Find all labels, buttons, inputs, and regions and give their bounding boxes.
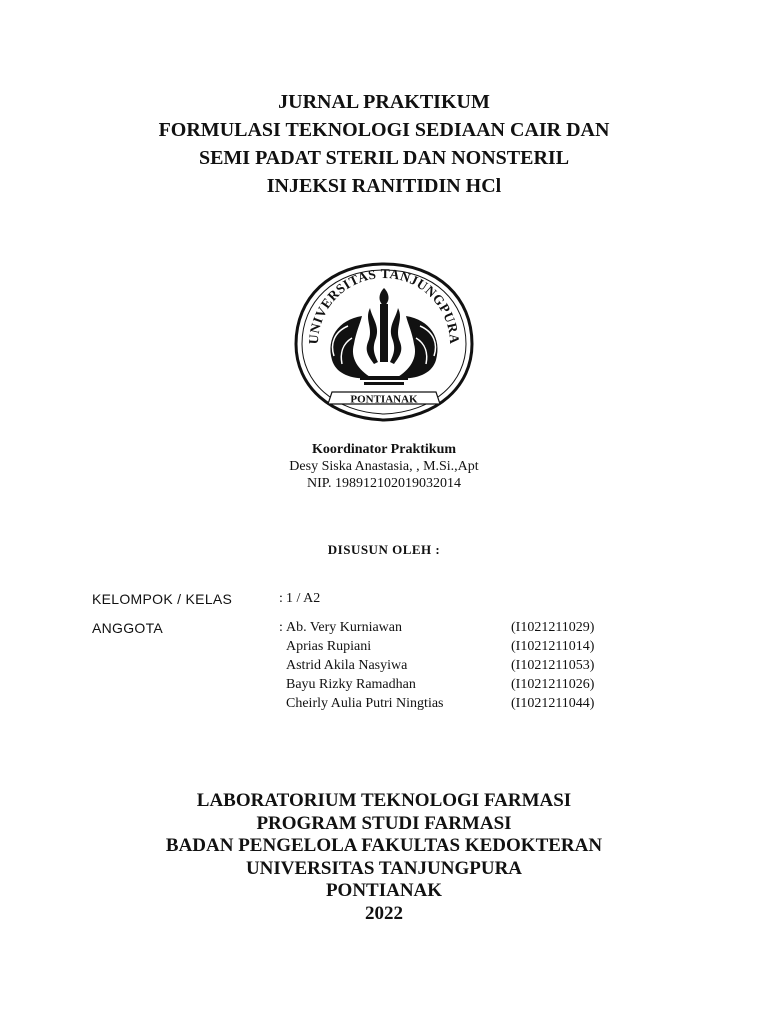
coordinator-block [0, 441, 768, 492]
group-colon: : [279, 591, 283, 606]
footer-line: PROGRAM STUDI FARMASI [256, 812, 512, 834]
member-nim: (I1021211053) [511, 658, 595, 673]
document-title [0, 88, 768, 200]
institution-footer [0, 790, 768, 925]
coordinator-name: Desy Siska Anastasia, , M.Si.,Apt [289, 459, 479, 474]
members-colon: : [279, 620, 283, 635]
footer-line: BADAN PENGELOLA FAKULTAS KEDOKTERAN [165, 835, 603, 856]
member-nim: (I1021211029) [511, 620, 595, 635]
group-value: 1 / A2 [286, 591, 321, 606]
title-line: SEMI PADAT STERIL DAN NONSTERIL [198, 147, 570, 169]
member-name: Bayu Rizky Ramadhan [286, 677, 416, 692]
seal-ring-text: UNIVERSITAS TANJUNGPURA [305, 265, 463, 345]
member-name: Aprias Rupiani [286, 639, 372, 654]
seal-banner-text: PONTIANAK [350, 393, 418, 406]
coordinator-heading: Koordinator Praktikum [311, 442, 457, 457]
footer-line: 2022 [365, 902, 403, 924]
title-line: INJEKSI RANITIDIN HCl [266, 175, 502, 197]
member-nim: (I1021211044) [511, 696, 595, 711]
member-name: Cheirly Aulia Putri Ningtias [286, 696, 444, 711]
member-name: Ab. Very Kurniawan [286, 620, 402, 635]
footer-line: UNIVERSITAS TANJUNGPURA [245, 857, 523, 879]
members-label: ANGGOTA [92, 620, 164, 636]
member-nim: (I1021211026) [511, 677, 595, 692]
footer-line: LABORATORIUM TEKNOLOGI FARMASI [196, 790, 572, 811]
member-name: Astrid Akila Nasyiwa [286, 658, 408, 673]
university-seal-icon [288, 258, 480, 424]
coordinator-nip: NIP. 198912102019032014 [306, 476, 461, 491]
title-line: FORMULASI TEKNOLOGI SEDIAAN CAIR DAN [158, 119, 610, 141]
compiled-by-heading: DISUSUN OLEH : [327, 542, 441, 557]
title-line: JURNAL PRAKTIKUM [278, 91, 490, 113]
footer-line: PONTIANAK [325, 880, 443, 901]
member-nim: (I1021211014) [511, 639, 595, 654]
group-label: KELOMPOK / KELAS [92, 591, 233, 607]
